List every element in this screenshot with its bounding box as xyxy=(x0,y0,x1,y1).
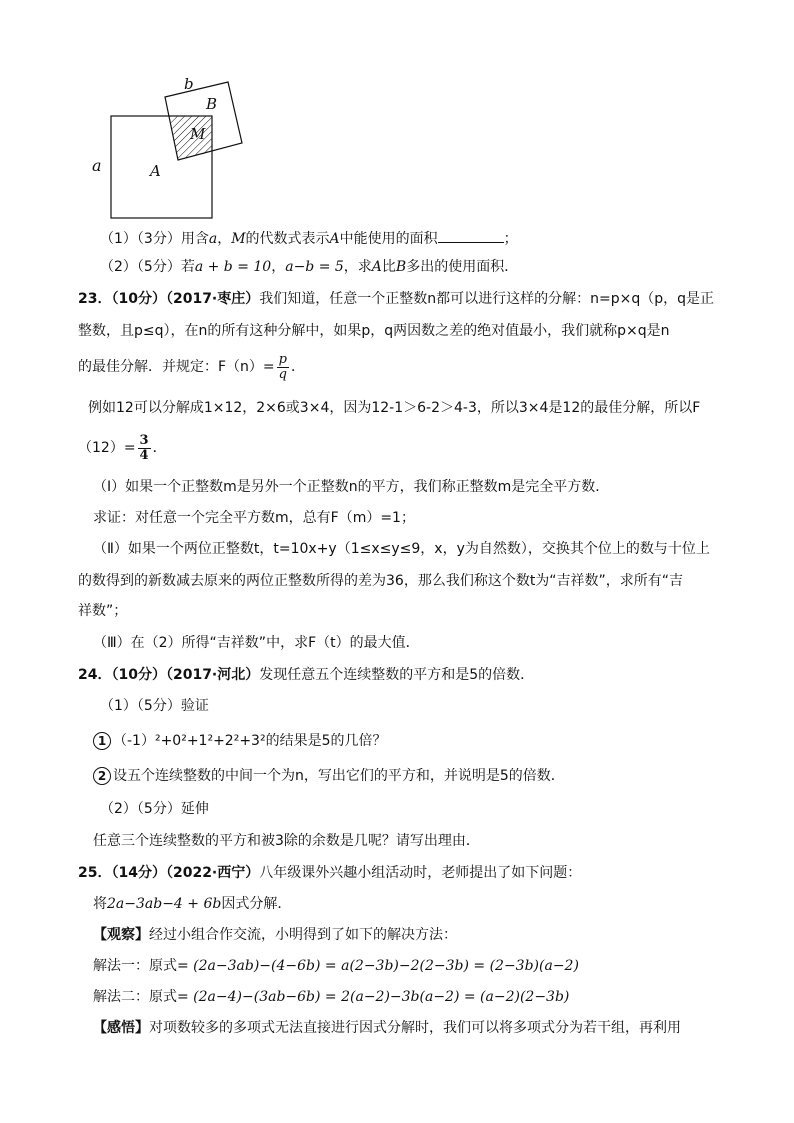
q25-line1 xyxy=(78,863,581,883)
q24-item1-text: （-1）²+0²+1²+2²+3²的结果是5的几倍？ xyxy=(113,733,387,749)
q22-part1-var-a: a xyxy=(208,231,218,247)
q24-text-1: 发现任意五个连续整数的平方和是5的倍数． xyxy=(259,667,535,683)
q23-part2-cont2: 祥数”； xyxy=(78,603,128,619)
geometry-figure xyxy=(80,72,340,222)
q24-line1 xyxy=(78,665,534,685)
q23-part2: （Ⅱ）如果一个两位正整数t，t=10x+y（1≤x≤y≤9，x，y为自然数），交换其个位上的数与十位上 xyxy=(93,541,710,557)
fraction-p-over-q xyxy=(277,353,289,382)
q24-part2-heading: （2）（5分）延伸 xyxy=(100,801,209,817)
q23-score-pre: ．（10分）（ xyxy=(97,291,173,307)
q23-line5-pre: （12）= xyxy=(78,440,136,456)
q22-part2-post: 多出的使用面积． xyxy=(406,259,519,275)
q24-item2 xyxy=(93,766,565,786)
q25-text-1: 八年级课外兴趣小组活动时，老师提出了如下问题： xyxy=(259,865,582,881)
q22-part2-mid: ，求 xyxy=(343,259,372,275)
q23-text-1: 我们知道，任意一个正整数n都可以进行这样的分解：n=p×q（p，q是正 xyxy=(259,291,715,307)
q22-part1-var-M: M xyxy=(231,231,246,247)
q24-source: 2017·河北 xyxy=(172,667,246,683)
q25-observe-tag: 【观察】 xyxy=(93,927,149,943)
q25-insight xyxy=(93,1018,681,1038)
q24-item1 xyxy=(93,731,386,751)
q22-part1-end: ； xyxy=(503,231,518,247)
q25-method1-label: 解法一：原式 xyxy=(93,958,177,974)
q22-part1-post: 中能使用的面积 xyxy=(339,231,438,247)
q23-part3: （Ⅲ）在（2）所得“吉祥数”中，求F（t）的最大值． xyxy=(93,635,420,651)
q25-number: 25 xyxy=(78,865,98,881)
label-B: B xyxy=(206,95,218,113)
q24-score-pre: ．（10分）（ xyxy=(97,667,173,683)
q22-part2-eq1: a + b = 10 xyxy=(194,259,272,275)
q22-part1-comma: ， xyxy=(217,231,232,247)
answer-blank[interactable] xyxy=(438,228,504,243)
q25-line2 xyxy=(93,894,291,914)
q23-line1 xyxy=(78,289,714,309)
q25-score-pre: ．（14分）（ xyxy=(97,865,173,881)
q23-line5 xyxy=(78,431,167,465)
q24-score-post: ） xyxy=(245,667,260,683)
q22-part1 xyxy=(100,228,518,249)
q23-score-post: ） xyxy=(245,291,260,307)
q25-source: 2022·西宁 xyxy=(172,865,246,881)
q22-part2-comma: ， xyxy=(271,259,286,275)
label-a: a xyxy=(92,156,102,175)
q23-line4: 例如12可以分解成1×12，2×6或3×4，因为12-1＞6-2＞4-3，所以3×4是12的最佳分解，所以F xyxy=(88,400,701,416)
q25-line2-post: 因式分解． xyxy=(221,896,292,912)
label-M: M xyxy=(190,125,206,143)
q22-part1-var-A: A xyxy=(329,231,340,247)
q25-observe xyxy=(93,925,457,945)
q23-line3-pre: 的最佳分解．并规定：F（n）= xyxy=(78,359,275,375)
label-A: A xyxy=(150,162,161,180)
q25-method1-expr: = (2a−3ab)−(4−6b) = a(2−3b)−2(2−3b) = (2−3b)(a−2) xyxy=(177,958,579,974)
q22-part2-pre: （2）（5分）若 xyxy=(100,259,195,275)
q23-source: 2017·枣庄 xyxy=(172,291,246,307)
q22-part2-eq2: a−b = 5 xyxy=(285,259,344,275)
q22-part2-var-B: B xyxy=(395,259,407,275)
q25-insight-text: 对项数较多的多项式无法直接进行因式分解时，我们可以将多项式分为若干组，再利用 xyxy=(149,1020,681,1036)
q24-part1-heading: （1）（5分）验证 xyxy=(100,698,209,714)
frac-denominator: 4 xyxy=(139,447,149,463)
q25-observe-text: 经过小组合作交流，小明得到了如下的解决方法： xyxy=(149,927,457,943)
q24-number: 24 xyxy=(78,667,98,683)
q25-method2-label: 解法二：原式 xyxy=(93,989,177,1005)
q23-line3 xyxy=(78,350,305,384)
frac-denominator: q xyxy=(278,366,287,382)
q24-part2-text: 任意三个连续整数的平方和被3除的余数是几呢？请写出理由． xyxy=(93,833,480,849)
q23-line2: 整数，且p≤q），在n的所有这种分解中，如果p，q两因数之差的绝对值最小，我们就称p×q是n xyxy=(78,323,670,339)
label-b: b xyxy=(184,75,194,93)
frac-numerator: p xyxy=(278,351,287,367)
q23-line5-post: ． xyxy=(152,440,167,456)
fraction-3-over-4 xyxy=(138,434,151,463)
circled-number-2: 2 xyxy=(93,767,111,785)
q25-score-post: ） xyxy=(245,865,260,881)
q24-item2-text: 设五个连续整数的中间一个为n，写出它们的平方和，并说明是5的倍数． xyxy=(113,768,565,784)
q22-part1-mid: 的代数式表示 xyxy=(245,231,330,247)
q22-part2-bi: 比 xyxy=(381,259,396,275)
q25-insight-tag: 【感悟】 xyxy=(93,1020,149,1036)
q23-number: 23 xyxy=(78,291,98,307)
q22-part2-var-A: A xyxy=(371,259,382,275)
frac-numerator: 3 xyxy=(139,432,149,448)
q23-part2-cont1: 的数得到的新数减去原来的两位正整数所得的差为36，那么我们称这个数t为“吉祥数”，求所有“吉 xyxy=(78,573,684,589)
q25-line2-expr: 2a−3ab−4 + 6b xyxy=(107,896,222,912)
q25-method2 xyxy=(93,987,569,1007)
q25-method2-expr: = (2a−4)−(3ab−6b) = 2(a−2)−3b(a−2) = (a−2)(2−3b) xyxy=(177,989,570,1005)
q22-part1-pre: （1）（3分）用含 xyxy=(100,231,209,247)
circled-number-1: 1 xyxy=(93,732,111,750)
q23-line3-post: ． xyxy=(290,359,305,375)
q25-line2-pre: 将 xyxy=(93,896,107,912)
q23-part1: （Ⅰ）如果一个正整数m是另外一个正整数n的平方，我们称正整数m是完全平方数． xyxy=(93,479,610,495)
q22-part2 xyxy=(100,257,518,277)
q25-method1 xyxy=(93,956,579,976)
q23-part1-proof: 求证：对任意一个完全平方数m，总有F（m）=1； xyxy=(93,510,415,526)
